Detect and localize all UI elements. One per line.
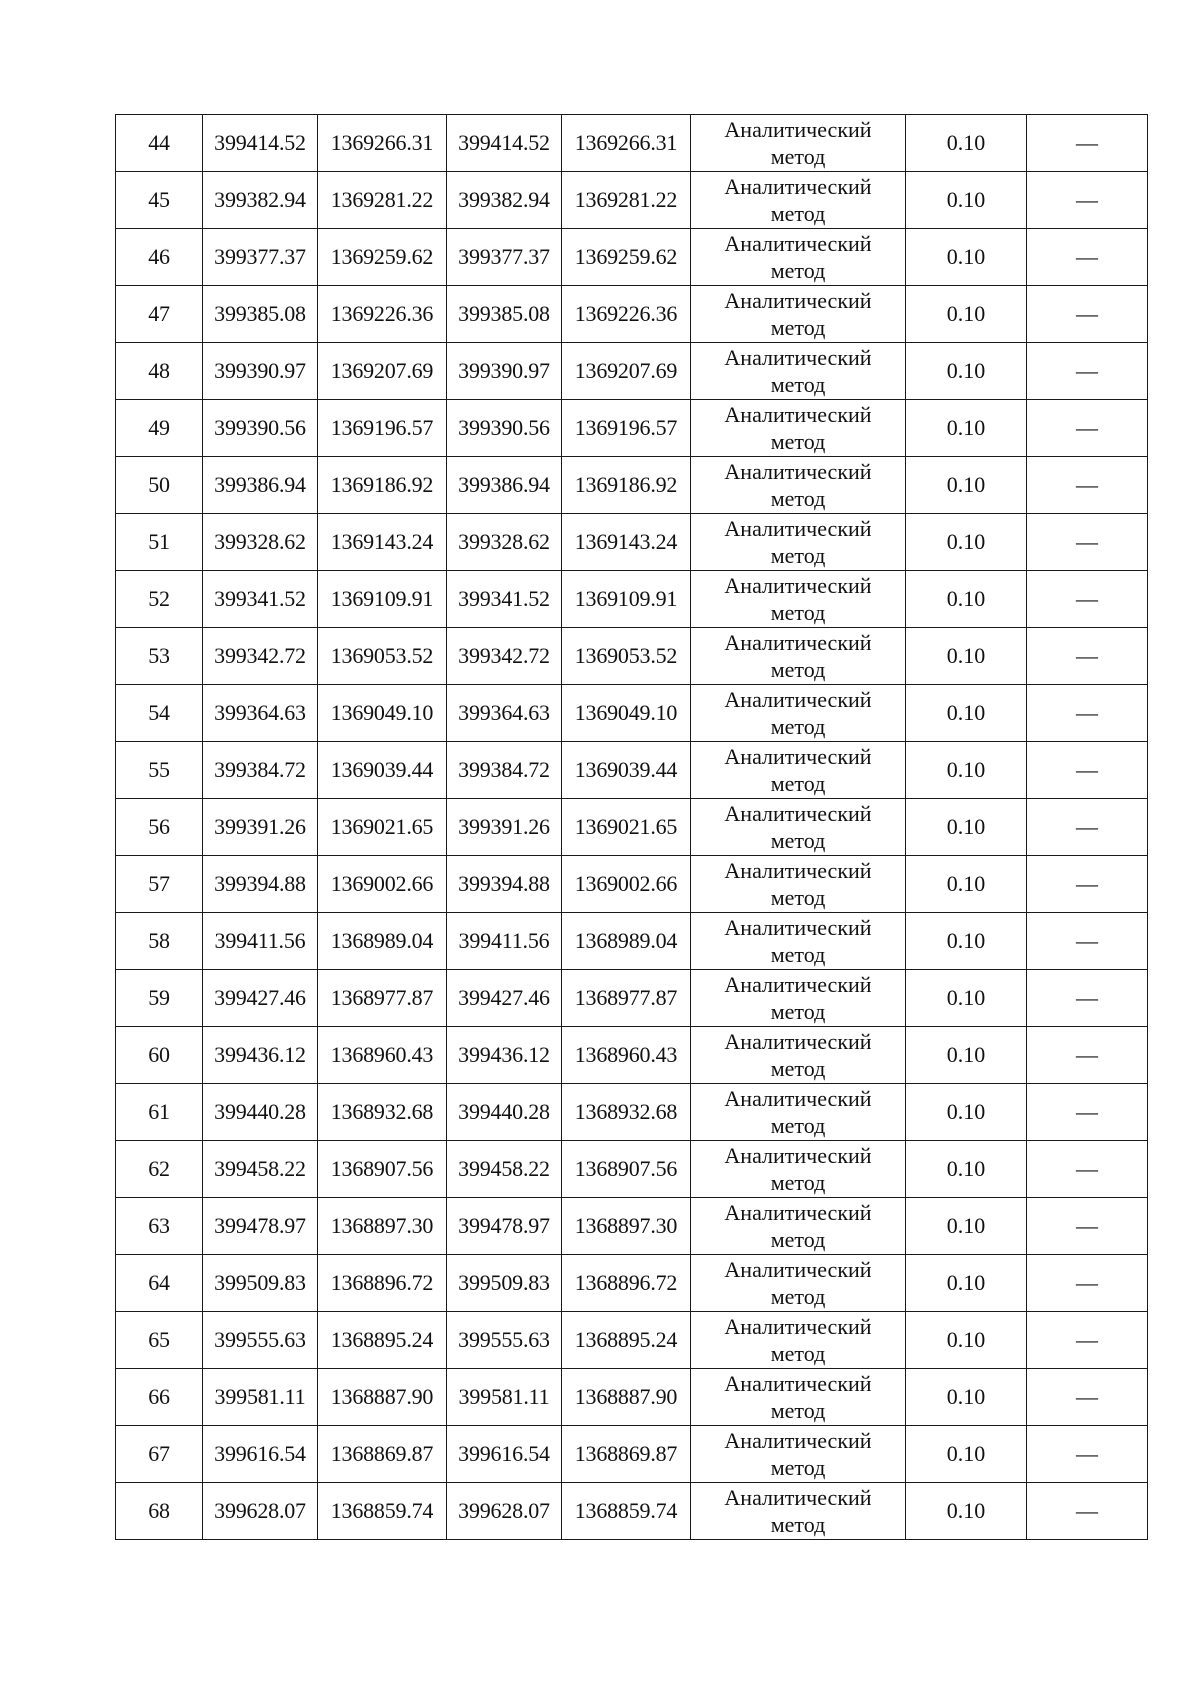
refined-y-cell: 1368989.04 bbox=[562, 913, 691, 970]
existing-y-cell: 1369039.44 bbox=[318, 742, 447, 799]
existing-x-cell: 399628.07 bbox=[203, 1483, 318, 1540]
table-row bbox=[116, 1312, 1148, 1369]
note-cell: — bbox=[1027, 457, 1148, 514]
accuracy-cell: 0.10 bbox=[906, 286, 1027, 343]
note-cell: — bbox=[1027, 628, 1148, 685]
note-cell: — bbox=[1027, 742, 1148, 799]
method-cell bbox=[691, 742, 906, 799]
existing-x-cell: 399414.52 bbox=[203, 115, 318, 172]
existing-y-cell: 1368989.04 bbox=[318, 913, 447, 970]
method-line: Аналитический bbox=[724, 630, 872, 655]
note-cell: — bbox=[1027, 856, 1148, 913]
table-row bbox=[116, 229, 1148, 286]
refined-y-cell: 1369226.36 bbox=[562, 286, 691, 343]
method-line: Аналитический bbox=[724, 1086, 872, 1111]
existing-x-cell: 399364.63 bbox=[203, 685, 318, 742]
existing-y-cell: 1368960.43 bbox=[318, 1027, 447, 1084]
point-number-cell: 49 bbox=[116, 400, 203, 457]
existing-y-cell: 1369109.91 bbox=[318, 571, 447, 628]
existing-y-cell: 1369021.65 bbox=[318, 799, 447, 856]
method-line: метод bbox=[770, 657, 826, 682]
existing-y-cell: 1369143.24 bbox=[318, 514, 447, 571]
refined-y-cell: 1369143.24 bbox=[562, 514, 691, 571]
method-line: метод bbox=[770, 315, 826, 340]
existing-x-cell: 399342.72 bbox=[203, 628, 318, 685]
method-line: Аналитический bbox=[724, 1143, 872, 1168]
refined-x-cell: 399478.97 bbox=[447, 1198, 562, 1255]
table-row bbox=[116, 1483, 1148, 1540]
note-cell: — bbox=[1027, 685, 1148, 742]
existing-y-cell: 1369226.36 bbox=[318, 286, 447, 343]
table-row bbox=[116, 286, 1148, 343]
existing-x-cell: 399509.83 bbox=[203, 1255, 318, 1312]
accuracy-cell: 0.10 bbox=[906, 115, 1027, 172]
table-row bbox=[116, 571, 1148, 628]
existing-y-cell: 1369259.62 bbox=[318, 229, 447, 286]
existing-y-cell: 1369196.57 bbox=[318, 400, 447, 457]
method-line: Аналитический bbox=[724, 1428, 872, 1453]
refined-x-cell: 399628.07 bbox=[447, 1483, 562, 1540]
method-cell bbox=[691, 571, 906, 628]
note-cell: — bbox=[1027, 799, 1148, 856]
note-cell: — bbox=[1027, 286, 1148, 343]
method-line: метод bbox=[770, 1170, 826, 1195]
table-row bbox=[116, 1255, 1148, 1312]
table-row bbox=[116, 742, 1148, 799]
method-line: Аналитический bbox=[724, 174, 872, 199]
accuracy-cell: 0.10 bbox=[906, 1426, 1027, 1483]
method-cell bbox=[691, 115, 906, 172]
method-cell bbox=[691, 1312, 906, 1369]
existing-x-cell: 399411.56 bbox=[203, 913, 318, 970]
existing-x-cell: 399581.11 bbox=[203, 1369, 318, 1426]
method-line: метод bbox=[770, 1227, 826, 1252]
table-row bbox=[116, 628, 1148, 685]
note-cell: — bbox=[1027, 400, 1148, 457]
refined-y-cell: 1369002.66 bbox=[562, 856, 691, 913]
accuracy-cell: 0.10 bbox=[906, 1084, 1027, 1141]
method-cell bbox=[691, 1369, 906, 1426]
refined-x-cell: 399390.97 bbox=[447, 343, 562, 400]
point-number-cell: 53 bbox=[116, 628, 203, 685]
method-line: метод bbox=[770, 600, 826, 625]
note-cell: — bbox=[1027, 913, 1148, 970]
refined-x-cell: 399341.52 bbox=[447, 571, 562, 628]
point-number-cell: 67 bbox=[116, 1426, 203, 1483]
existing-x-cell: 399436.12 bbox=[203, 1027, 318, 1084]
refined-y-cell: 1369049.10 bbox=[562, 685, 691, 742]
point-number-cell: 52 bbox=[116, 571, 203, 628]
point-number-cell: 62 bbox=[116, 1141, 203, 1198]
method-line: Аналитический bbox=[724, 1200, 872, 1225]
method-line: метод bbox=[770, 1512, 826, 1537]
refined-y-cell: 1368907.56 bbox=[562, 1141, 691, 1198]
point-number-cell: 68 bbox=[116, 1483, 203, 1540]
method-line: метод bbox=[770, 1398, 826, 1423]
accuracy-cell: 0.10 bbox=[906, 400, 1027, 457]
refined-x-cell: 399414.52 bbox=[447, 115, 562, 172]
accuracy-cell: 0.10 bbox=[906, 1483, 1027, 1540]
refined-x-cell: 399411.56 bbox=[447, 913, 562, 970]
note-cell: — bbox=[1027, 514, 1148, 571]
refined-y-cell: 1369021.65 bbox=[562, 799, 691, 856]
point-number-cell: 63 bbox=[116, 1198, 203, 1255]
table-row bbox=[116, 970, 1148, 1027]
existing-x-cell: 399386.94 bbox=[203, 457, 318, 514]
note-cell: — bbox=[1027, 571, 1148, 628]
note-cell: — bbox=[1027, 1084, 1148, 1141]
table-row bbox=[116, 1369, 1148, 1426]
method-cell bbox=[691, 856, 906, 913]
note-cell: — bbox=[1027, 115, 1148, 172]
method-cell bbox=[691, 1141, 906, 1198]
accuracy-cell: 0.10 bbox=[906, 856, 1027, 913]
coordinates-table bbox=[115, 114, 1148, 1540]
method-cell bbox=[691, 970, 906, 1027]
note-cell: — bbox=[1027, 1312, 1148, 1369]
table-body bbox=[116, 115, 1148, 1540]
method-line: метод bbox=[770, 828, 826, 853]
method-line: Аналитический bbox=[724, 744, 872, 769]
method-cell bbox=[691, 286, 906, 343]
note-cell: — bbox=[1027, 1198, 1148, 1255]
accuracy-cell: 0.10 bbox=[906, 172, 1027, 229]
table-row bbox=[116, 115, 1148, 172]
table-row bbox=[116, 400, 1148, 457]
method-line: Аналитический bbox=[724, 972, 872, 997]
point-number-cell: 48 bbox=[116, 343, 203, 400]
method-cell bbox=[691, 514, 906, 571]
accuracy-cell: 0.10 bbox=[906, 514, 1027, 571]
note-cell: — bbox=[1027, 1141, 1148, 1198]
method-cell bbox=[691, 685, 906, 742]
existing-x-cell: 399440.28 bbox=[203, 1084, 318, 1141]
note-cell: — bbox=[1027, 1483, 1148, 1540]
table-row bbox=[116, 1198, 1148, 1255]
accuracy-cell: 0.10 bbox=[906, 1255, 1027, 1312]
method-cell bbox=[691, 457, 906, 514]
method-cell bbox=[691, 172, 906, 229]
refined-y-cell: 1369186.92 bbox=[562, 457, 691, 514]
refined-x-cell: 399581.11 bbox=[447, 1369, 562, 1426]
refined-y-cell: 1369039.44 bbox=[562, 742, 691, 799]
existing-x-cell: 399427.46 bbox=[203, 970, 318, 1027]
method-line: метод bbox=[770, 144, 826, 169]
table-row bbox=[116, 514, 1148, 571]
refined-x-cell: 399377.37 bbox=[447, 229, 562, 286]
method-line: Аналитический bbox=[724, 1029, 872, 1054]
method-line: метод bbox=[770, 372, 826, 397]
method-line: Аналитический bbox=[724, 402, 872, 427]
refined-y-cell: 1368896.72 bbox=[562, 1255, 691, 1312]
method-line: метод bbox=[770, 429, 826, 454]
point-number-cell: 59 bbox=[116, 970, 203, 1027]
refined-x-cell: 399328.62 bbox=[447, 514, 562, 571]
method-line: Аналитический bbox=[724, 801, 872, 826]
table-row bbox=[116, 1426, 1148, 1483]
point-number-cell: 45 bbox=[116, 172, 203, 229]
method-line: Аналитический bbox=[724, 117, 872, 142]
table-row bbox=[116, 1084, 1148, 1141]
note-cell: — bbox=[1027, 229, 1148, 286]
refined-y-cell: 1369196.57 bbox=[562, 400, 691, 457]
refined-x-cell: 399427.46 bbox=[447, 970, 562, 1027]
method-line: Аналитический bbox=[724, 231, 872, 256]
refined-x-cell: 399384.72 bbox=[447, 742, 562, 799]
existing-x-cell: 399382.94 bbox=[203, 172, 318, 229]
method-cell bbox=[691, 1255, 906, 1312]
method-cell bbox=[691, 400, 906, 457]
refined-x-cell: 399458.22 bbox=[447, 1141, 562, 1198]
point-number-cell: 54 bbox=[116, 685, 203, 742]
accuracy-cell: 0.10 bbox=[906, 1141, 1027, 1198]
method-line: метод bbox=[770, 714, 826, 739]
point-number-cell: 58 bbox=[116, 913, 203, 970]
existing-x-cell: 399328.62 bbox=[203, 514, 318, 571]
method-line: Аналитический bbox=[724, 573, 872, 598]
accuracy-cell: 0.10 bbox=[906, 343, 1027, 400]
existing-y-cell: 1368895.24 bbox=[318, 1312, 447, 1369]
refined-x-cell: 399394.88 bbox=[447, 856, 562, 913]
point-number-cell: 65 bbox=[116, 1312, 203, 1369]
existing-y-cell: 1368932.68 bbox=[318, 1084, 447, 1141]
refined-x-cell: 399385.08 bbox=[447, 286, 562, 343]
point-number-cell: 46 bbox=[116, 229, 203, 286]
table-row bbox=[116, 799, 1148, 856]
existing-x-cell: 399384.72 bbox=[203, 742, 318, 799]
method-line: метод bbox=[770, 942, 826, 967]
method-cell bbox=[691, 229, 906, 286]
method-line: Аналитический bbox=[724, 1371, 872, 1396]
existing-x-cell: 399390.56 bbox=[203, 400, 318, 457]
point-number-cell: 55 bbox=[116, 742, 203, 799]
existing-x-cell: 399458.22 bbox=[203, 1141, 318, 1198]
existing-y-cell: 1368907.56 bbox=[318, 1141, 447, 1198]
method-line: метод bbox=[770, 543, 826, 568]
method-line: метод bbox=[770, 1056, 826, 1081]
point-number-cell: 51 bbox=[116, 514, 203, 571]
existing-y-cell: 1369207.69 bbox=[318, 343, 447, 400]
method-line: метод bbox=[770, 771, 826, 796]
method-line: Аналитический bbox=[724, 1257, 872, 1282]
method-line: Аналитический bbox=[724, 516, 872, 541]
method-line: метод bbox=[770, 1113, 826, 1138]
method-line: метод bbox=[770, 486, 826, 511]
existing-x-cell: 399385.08 bbox=[203, 286, 318, 343]
accuracy-cell: 0.10 bbox=[906, 1198, 1027, 1255]
existing-x-cell: 399377.37 bbox=[203, 229, 318, 286]
existing-x-cell: 399341.52 bbox=[203, 571, 318, 628]
refined-x-cell: 399382.94 bbox=[447, 172, 562, 229]
table-row bbox=[116, 685, 1148, 742]
accuracy-cell: 0.10 bbox=[906, 457, 1027, 514]
method-cell bbox=[691, 799, 906, 856]
note-cell: — bbox=[1027, 1426, 1148, 1483]
refined-x-cell: 399342.72 bbox=[447, 628, 562, 685]
point-number-cell: 50 bbox=[116, 457, 203, 514]
accuracy-cell: 0.10 bbox=[906, 1369, 1027, 1426]
point-number-cell: 47 bbox=[116, 286, 203, 343]
method-cell bbox=[691, 1426, 906, 1483]
method-line: метод bbox=[770, 885, 826, 910]
refined-x-cell: 399386.94 bbox=[447, 457, 562, 514]
existing-y-cell: 1368896.72 bbox=[318, 1255, 447, 1312]
existing-y-cell: 1369002.66 bbox=[318, 856, 447, 913]
refined-y-cell: 1369259.62 bbox=[562, 229, 691, 286]
refined-y-cell: 1368859.74 bbox=[562, 1483, 691, 1540]
method-cell bbox=[691, 628, 906, 685]
method-cell bbox=[691, 1483, 906, 1540]
existing-x-cell: 399390.97 bbox=[203, 343, 318, 400]
refined-x-cell: 399440.28 bbox=[447, 1084, 562, 1141]
refined-y-cell: 1368897.30 bbox=[562, 1198, 691, 1255]
method-line: метод bbox=[770, 201, 826, 226]
point-number-cell: 64 bbox=[116, 1255, 203, 1312]
existing-y-cell: 1368887.90 bbox=[318, 1369, 447, 1426]
table-row bbox=[116, 913, 1148, 970]
refined-y-cell: 1368887.90 bbox=[562, 1369, 691, 1426]
note-cell: — bbox=[1027, 1369, 1148, 1426]
method-line: метод bbox=[770, 1341, 826, 1366]
point-number-cell: 60 bbox=[116, 1027, 203, 1084]
refined-y-cell: 1368977.87 bbox=[562, 970, 691, 1027]
refined-x-cell: 399509.83 bbox=[447, 1255, 562, 1312]
existing-x-cell: 399555.63 bbox=[203, 1312, 318, 1369]
existing-x-cell: 399616.54 bbox=[203, 1426, 318, 1483]
method-line: Аналитический bbox=[724, 1485, 872, 1510]
existing-y-cell: 1369053.52 bbox=[318, 628, 447, 685]
existing-y-cell: 1369281.22 bbox=[318, 172, 447, 229]
accuracy-cell: 0.10 bbox=[906, 571, 1027, 628]
refined-y-cell: 1368960.43 bbox=[562, 1027, 691, 1084]
point-number-cell: 57 bbox=[116, 856, 203, 913]
note-cell: — bbox=[1027, 1027, 1148, 1084]
refined-x-cell: 399616.54 bbox=[447, 1426, 562, 1483]
point-number-cell: 61 bbox=[116, 1084, 203, 1141]
table-row bbox=[116, 343, 1148, 400]
accuracy-cell: 0.10 bbox=[906, 1027, 1027, 1084]
existing-y-cell: 1368897.30 bbox=[318, 1198, 447, 1255]
method-line: Аналитический bbox=[724, 687, 872, 712]
point-number-cell: 56 bbox=[116, 799, 203, 856]
method-cell bbox=[691, 1084, 906, 1141]
refined-y-cell: 1369266.31 bbox=[562, 115, 691, 172]
accuracy-cell: 0.10 bbox=[906, 229, 1027, 286]
table-row bbox=[116, 172, 1148, 229]
accuracy-cell: 0.10 bbox=[906, 970, 1027, 1027]
method-cell bbox=[691, 1027, 906, 1084]
refined-y-cell: 1369281.22 bbox=[562, 172, 691, 229]
table-row bbox=[116, 1027, 1148, 1084]
accuracy-cell: 0.10 bbox=[906, 799, 1027, 856]
method-line: Аналитический bbox=[724, 1314, 872, 1339]
point-number-cell: 66 bbox=[116, 1369, 203, 1426]
refined-x-cell: 399436.12 bbox=[447, 1027, 562, 1084]
refined-x-cell: 399555.63 bbox=[447, 1312, 562, 1369]
method-line: Аналитический bbox=[724, 288, 872, 313]
table-row bbox=[116, 856, 1148, 913]
point-number-cell: 44 bbox=[116, 115, 203, 172]
refined-x-cell: 399364.63 bbox=[447, 685, 562, 742]
method-line: Аналитический bbox=[724, 915, 872, 940]
method-line: метод bbox=[770, 258, 826, 283]
existing-x-cell: 399394.88 bbox=[203, 856, 318, 913]
refined-y-cell: 1368895.24 bbox=[562, 1312, 691, 1369]
method-line: метод bbox=[770, 1455, 826, 1480]
accuracy-cell: 0.10 bbox=[906, 685, 1027, 742]
method-line: метод bbox=[770, 999, 826, 1024]
existing-y-cell: 1368859.74 bbox=[318, 1483, 447, 1540]
existing-y-cell: 1368977.87 bbox=[318, 970, 447, 1027]
refined-y-cell: 1369053.52 bbox=[562, 628, 691, 685]
existing-y-cell: 1368869.87 bbox=[318, 1426, 447, 1483]
note-cell: — bbox=[1027, 343, 1148, 400]
note-cell: — bbox=[1027, 172, 1148, 229]
existing-x-cell: 399478.97 bbox=[203, 1198, 318, 1255]
refined-y-cell: 1368932.68 bbox=[562, 1084, 691, 1141]
refined-y-cell: 1369207.69 bbox=[562, 343, 691, 400]
accuracy-cell: 0.10 bbox=[906, 628, 1027, 685]
refined-x-cell: 399390.56 bbox=[447, 400, 562, 457]
existing-x-cell: 399391.26 bbox=[203, 799, 318, 856]
table-row bbox=[116, 1141, 1148, 1198]
refined-x-cell: 399391.26 bbox=[447, 799, 562, 856]
refined-y-cell: 1368869.87 bbox=[562, 1426, 691, 1483]
existing-y-cell: 1369266.31 bbox=[318, 115, 447, 172]
table-row bbox=[116, 457, 1148, 514]
note-cell: — bbox=[1027, 970, 1148, 1027]
method-cell bbox=[691, 343, 906, 400]
existing-y-cell: 1369186.92 bbox=[318, 457, 447, 514]
accuracy-cell: 0.10 bbox=[906, 1312, 1027, 1369]
accuracy-cell: 0.10 bbox=[906, 742, 1027, 799]
existing-y-cell: 1369049.10 bbox=[318, 685, 447, 742]
method-cell bbox=[691, 913, 906, 970]
note-cell: — bbox=[1027, 1255, 1148, 1312]
method-cell bbox=[691, 1198, 906, 1255]
method-line: Аналитический bbox=[724, 345, 872, 370]
refined-y-cell: 1369109.91 bbox=[562, 571, 691, 628]
method-line: метод bbox=[770, 1284, 826, 1309]
accuracy-cell: 0.10 bbox=[906, 913, 1027, 970]
method-line: Аналитический bbox=[724, 459, 872, 484]
method-line: Аналитический bbox=[724, 858, 872, 883]
